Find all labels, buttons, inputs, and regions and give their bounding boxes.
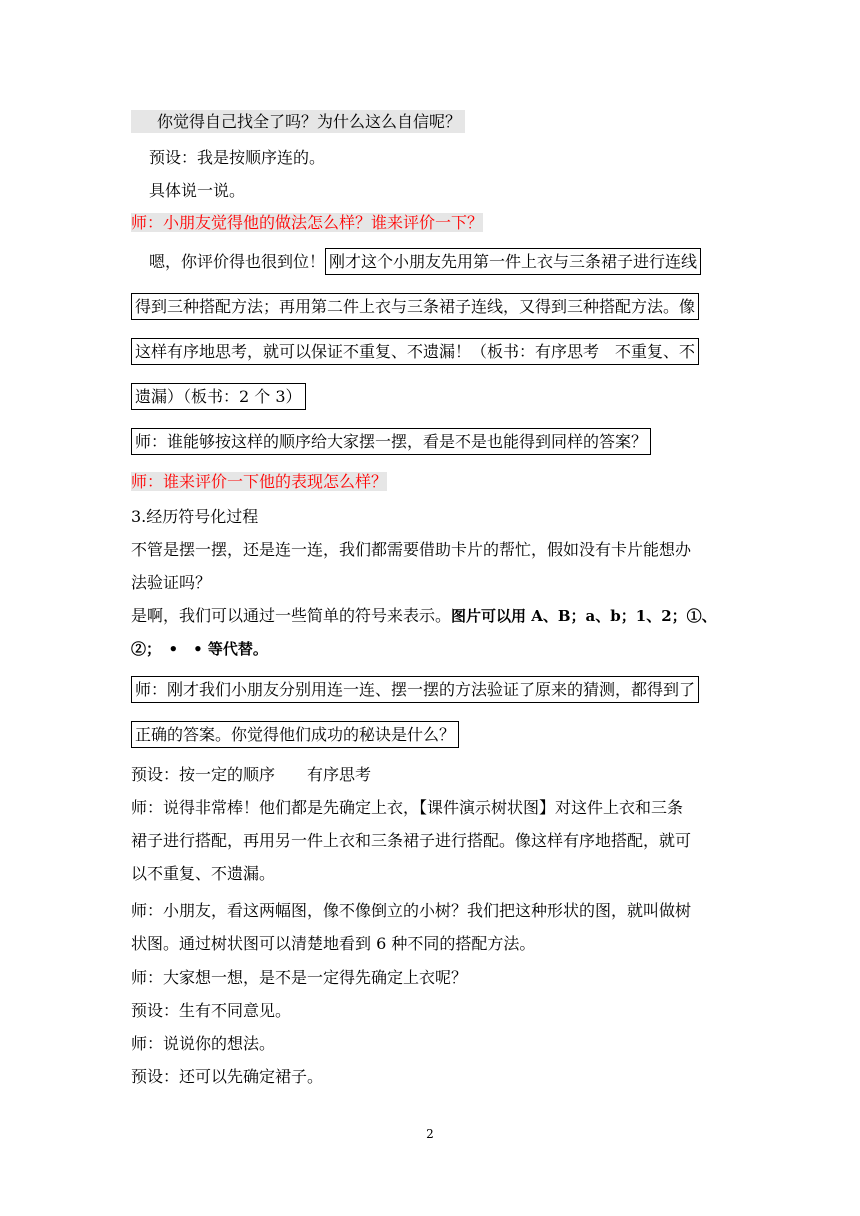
boxed-text: 刚才这个小朋友先用第一件上衣与三条裙子进行连线 [325,248,701,275]
text-line: 师：大家想一想，是不是一定得先确定上衣呢？ [131,968,468,987]
boxed-text: 师：谁能够按这样的顺序给大家摆一摆，看是不是也能得到同样的答案？ [131,428,651,455]
text-line: 状图。通过树状图可以清楚地看到 6 种不同的搭配方法。 [131,934,536,953]
text-line: 预设：按一定的顺序 有序思考 [131,765,372,784]
text-line: 师：说得非常棒！他们都是先确定上衣，【课件演示树状图】对这件上衣和三条 [131,798,684,817]
text-line [131,431,651,453]
boxed-text: 得到三种搭配方法；再用第二件上衣与三条裙子连线，又得到三种搭配方法。像 [131,293,699,320]
text-line [131,605,717,627]
text-line [131,296,699,318]
red-line [131,212,483,234]
red-highlight-text: 师：小朋友觉得他的做法怎么样？谁来评价一下？ [131,213,484,232]
text-line [131,724,459,746]
text-line: 师：小朋友，看这两幅图，像不像倒立的小树？我们把这种形状的图，就叫做树 [131,901,692,920]
text-line: 以不重复、不遗漏。 [131,864,276,883]
text-span: 是啊，我们可以通过一些简单的符号来表示。 [131,606,452,625]
text-line: 不管是摆一摆，还是连一连，我们都需要借助卡片的帮忙，假如没有卡片能想办 [131,540,692,559]
text-line: 裙子进行搭配，再用另一件上衣和三条裙子进行搭配。像这样有序地搭配，就可 [131,831,692,850]
text-span: 嗯，你评价得也很到位！ [149,252,326,271]
boxed-text: 遗漏）（板书：2 个 3） [131,383,306,410]
boxed-text: 正确的答案。你觉得他们成功的秘诀是什么？ [131,721,459,748]
bold-text: 图片可以用 A、B；a、b；1、2；①、 [451,607,717,625]
section-heading: 3.经历符号化过程 [131,507,259,526]
text-line [131,679,699,701]
text-line: 预设：还可以先确定裙子。 [131,1067,324,1086]
text-line: 师：说说你的想法。 [131,1034,276,1053]
boxed-text: 师：刚才我们小朋友分别用连一连、摆一摆的方法验证了原来的猜测，都得到了 [131,676,699,703]
text-line [131,341,699,363]
red-line [131,471,387,493]
text-line: 具体说一说。 [149,181,246,200]
boxed-text: 这样有序地思考，就可以保证不重复、不遗漏！（板书：有序思考 不重复、不 [131,338,699,365]
highlighted-question: 你觉得自己找全了吗？为什么这么自信呢？ [131,110,465,133]
text-line [131,386,306,408]
text-line [131,111,465,133]
text-line [149,251,701,273]
bold-line: ②； • • 等代替。 [131,640,268,658]
text-line: 预设：我是按顺序连的。 [149,148,326,167]
text-line: 法验证吗？ [131,573,212,592]
red-highlight-text: 师：谁来评价一下他的表现怎么样？ [131,472,388,491]
text-line: 预设：生有不同意见。 [131,1001,292,1020]
page-number: 2 [426,1127,434,1141]
